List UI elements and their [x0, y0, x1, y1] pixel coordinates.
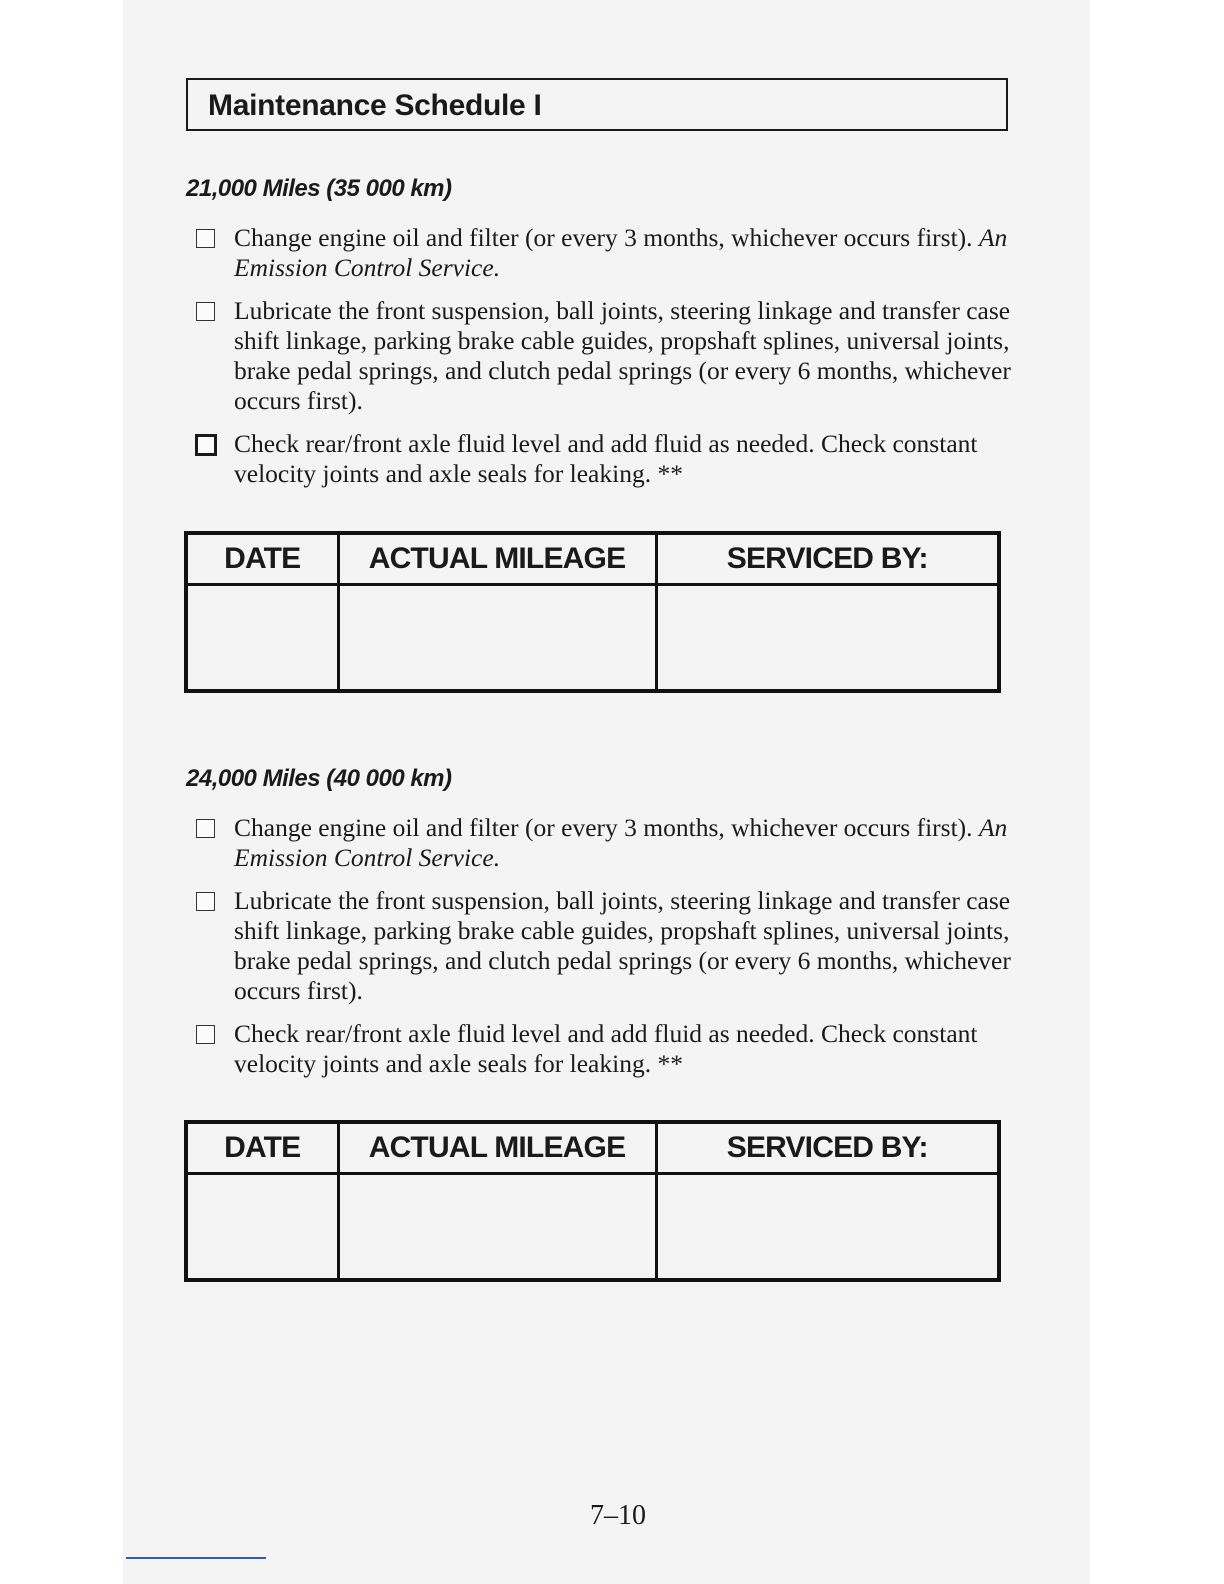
item-text: Check rear/front axle fluid level and add fluid as needed. Check constant velocity joints and axle seals for leaking. **: [234, 429, 978, 488]
checklist: [186, 813, 1016, 1079]
serviced-by-header: SERVICED BY:: [656, 1122, 999, 1174]
item-note: An Emission Control Service.: [234, 813, 1008, 872]
item-text: Change engine oil and filter (or every 3 months, whichever occurs first).: [234, 223, 973, 252]
table-row: [186, 1174, 999, 1281]
item-text: Lubricate the front suspension, ball joints, steering linkage and transfer case shift linkage, parking brake cable guides, propshaft splines, universal joints, brake pedal springs, and clutch pedal springs (or every 6 months, whichever occurs first).: [234, 296, 1011, 415]
item-text: Change engine oil and filter (or every 3 months, whichever occurs first).: [234, 813, 973, 842]
checklist-item: [186, 886, 1016, 1006]
serviced-by-cell[interactable]: [656, 585, 999, 692]
item-note: An Emission Control Service.: [234, 223, 1008, 282]
date-cell[interactable]: [186, 585, 338, 692]
table-header-row: [186, 533, 999, 585]
checkbox[interactable]: [196, 892, 215, 911]
service-log-table: [184, 1120, 1001, 1282]
checklist: [186, 223, 1016, 489]
section-heading: 21,000 Miles (35 000 km): [186, 175, 452, 202]
section-heading: 24,000 Miles (40 000 km): [186, 765, 452, 792]
date-cell[interactable]: [186, 1174, 338, 1281]
checklist-item: [186, 429, 1016, 489]
section-24000-miles: [186, 765, 1016, 1079]
checkbox[interactable]: [196, 302, 215, 321]
page-title: Maintenance Schedule I: [208, 89, 542, 122]
service-log-table: [184, 531, 1001, 693]
checkbox[interactable]: [196, 229, 215, 248]
checkbox[interactable]: [196, 1025, 215, 1044]
serviced-by-cell[interactable]: [656, 1174, 999, 1281]
checkbox[interactable]: [195, 434, 217, 456]
mileage-cell[interactable]: [338, 1174, 656, 1281]
table-header-row: [186, 1122, 999, 1174]
mileage-header: ACTUAL MILEAGE: [338, 533, 656, 585]
mileage-cell[interactable]: [338, 585, 656, 692]
item-text: Lubricate the front suspension, ball joints, steering linkage and transfer case shift linkage, parking brake cable guides, propshaft splines, universal joints, brake pedal springs, and clutch pedal springs (or every 6 months, whichever occurs first).: [234, 886, 1011, 1005]
table-row: [186, 585, 999, 692]
section-21000-miles: [186, 175, 1016, 489]
checkbox[interactable]: [196, 819, 215, 838]
checklist-item: [186, 813, 1016, 873]
serviced-by-header: SERVICED BY:: [656, 533, 999, 585]
footer-divider: [126, 1557, 266, 1559]
checklist-item: [186, 223, 1016, 283]
mileage-header: ACTUAL MILEAGE: [338, 1122, 656, 1174]
page-title-box: [186, 78, 1008, 131]
item-text: Check rear/front axle fluid level and add fluid as needed. Check constant velocity joints and axle seals for leaking. **: [234, 1019, 978, 1078]
page-number: 7–10: [590, 1500, 646, 1531]
checklist-item: [186, 1019, 1016, 1079]
checklist-item: [186, 296, 1016, 416]
date-header: DATE: [186, 1122, 338, 1174]
date-header: DATE: [186, 533, 338, 585]
